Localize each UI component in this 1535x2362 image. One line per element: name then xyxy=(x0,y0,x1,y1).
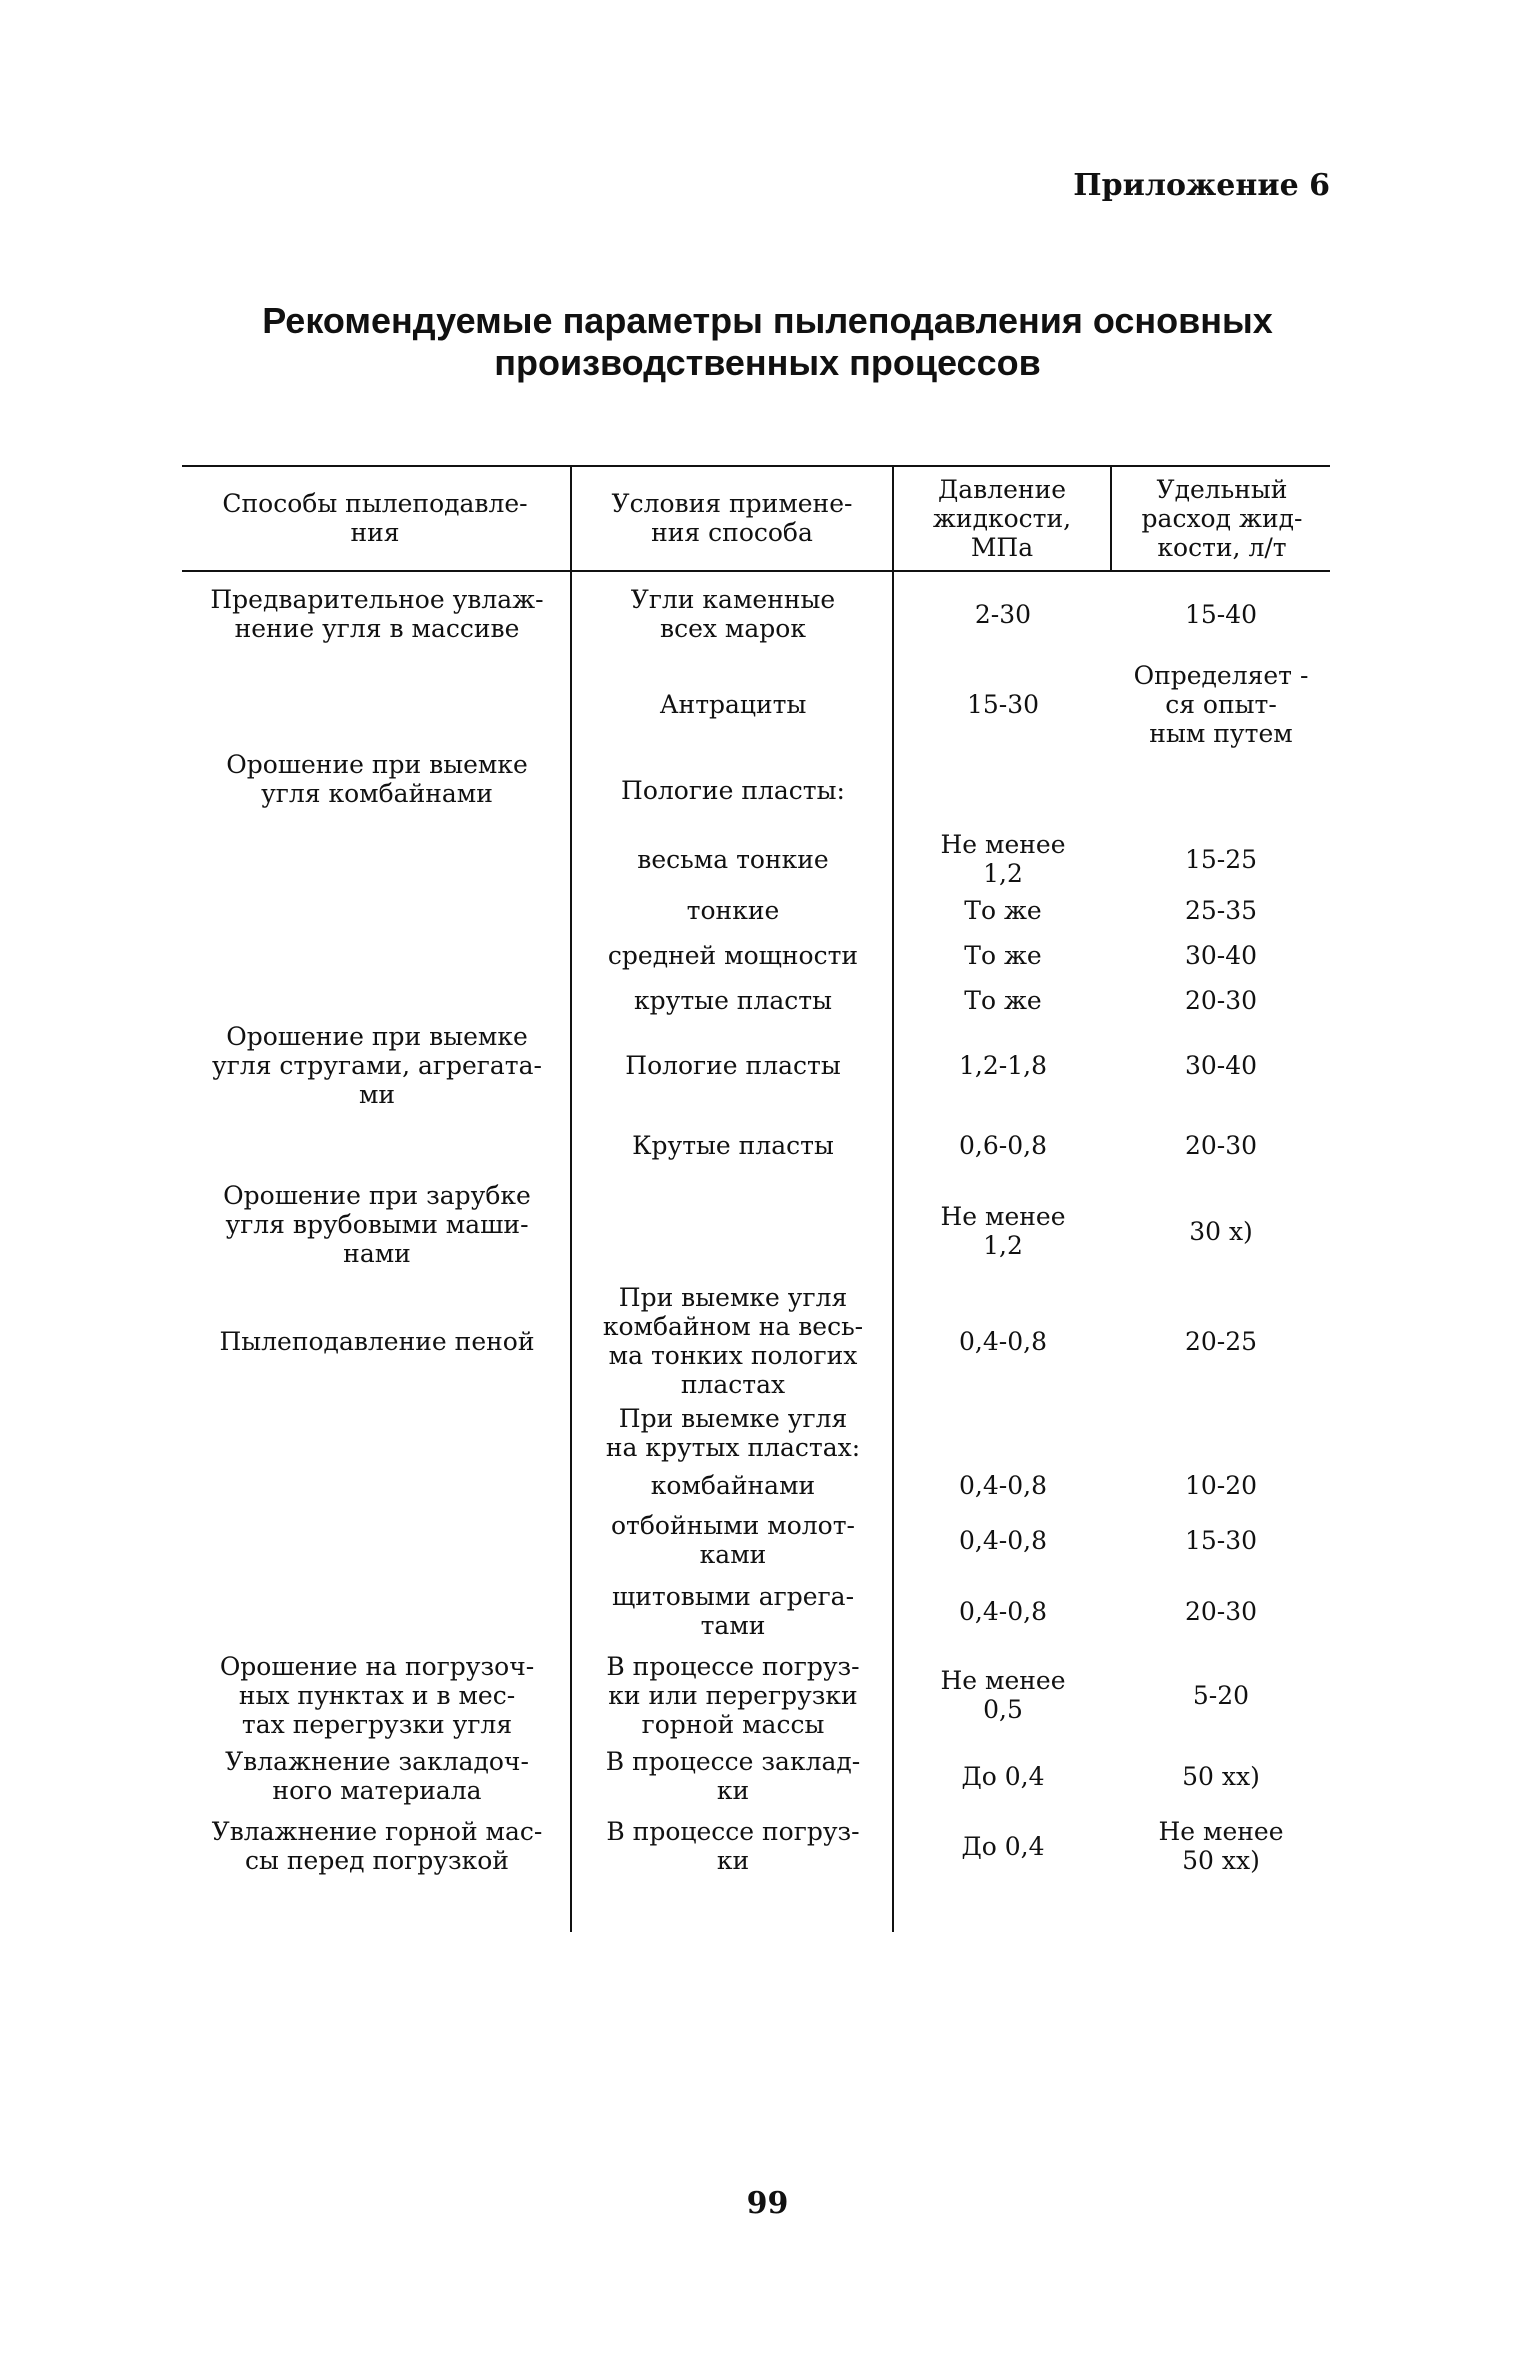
cell-line: Давление xyxy=(937,474,1067,504)
table-row xyxy=(182,1181,1330,1281)
table-row xyxy=(182,932,1330,978)
cell-method xyxy=(182,830,572,888)
cell-condition xyxy=(572,1505,894,1575)
cell-line: Пылеподавление пеной xyxy=(219,1326,535,1356)
cell-line: До 0,4 xyxy=(961,1831,1045,1861)
cell-line: ния способа xyxy=(651,518,813,547)
cell-line: 1,2-1,8 xyxy=(959,1051,1047,1080)
cell-condition xyxy=(572,1181,894,1281)
cell-condition xyxy=(572,1809,894,1883)
cell-method xyxy=(182,658,572,750)
cell-method xyxy=(182,1575,572,1647)
cell-condition xyxy=(572,570,894,658)
cell-line: всех марок xyxy=(660,614,806,643)
cell-line: 15-30 xyxy=(966,689,1040,719)
cell-line: 2-30 xyxy=(974,599,1032,629)
cell-line: То же xyxy=(964,940,1042,970)
title-line-1: Рекомендуемые параметры пылеподавления основных xyxy=(262,300,1273,341)
header-text xyxy=(612,489,853,547)
cell-method xyxy=(182,1022,572,1109)
table-row xyxy=(182,1743,1330,1809)
cell-line: 0,4-0,8 xyxy=(959,1470,1047,1500)
cell-line: Не менее xyxy=(1158,1817,1284,1846)
cell-method xyxy=(182,978,572,1022)
cell-line: Орошение при зарубке xyxy=(223,1181,531,1210)
cell-line: ки xyxy=(716,1846,750,1875)
cell-consumption xyxy=(1112,1181,1330,1281)
cell-line: ных пунктах и в мес- xyxy=(238,1680,516,1710)
cell-line: отбойными молот- xyxy=(611,1511,855,1540)
header-text xyxy=(933,475,1071,562)
cell-consumption xyxy=(1112,1743,1330,1809)
cell-line: нами xyxy=(343,1239,411,1268)
cell-pressure xyxy=(894,932,1112,978)
header-pressure xyxy=(896,468,1108,568)
cell-pressure xyxy=(894,658,1112,750)
cell-line: ся опыт- xyxy=(1165,689,1277,719)
cell-line: пластах xyxy=(680,1370,786,1399)
cell-pressure xyxy=(894,1505,1112,1575)
cell-line: Увлажнение закладоч- xyxy=(225,1747,529,1776)
cell-consumption xyxy=(1112,1401,1330,1465)
cell-line: ния xyxy=(350,518,400,547)
cell-consumption xyxy=(1112,1809,1330,1883)
cell-line: Предварительное увлаж- xyxy=(210,585,544,614)
cell-line: Не менее xyxy=(940,1202,1066,1231)
cell-line: ки или перегрузки xyxy=(608,1680,858,1710)
cell-line: 50 хх) xyxy=(1182,1846,1260,1875)
cell-line: тонкие xyxy=(686,895,780,925)
cell-consumption xyxy=(1112,1575,1330,1647)
cell-line: 30-40 xyxy=(1184,940,1258,970)
table-row xyxy=(182,750,1330,830)
cell-pressure xyxy=(894,1401,1112,1465)
cell-line: 10-20 xyxy=(1184,1470,1258,1500)
cell-method xyxy=(182,1109,572,1181)
cell-consumption xyxy=(1112,570,1330,658)
cell-line: Орошение при выемке xyxy=(226,750,528,779)
cell-pressure xyxy=(894,1181,1112,1281)
cell-method xyxy=(182,932,572,978)
cell-line: В процессе заклад- xyxy=(605,1747,861,1776)
cell-method xyxy=(182,888,572,932)
cell-consumption xyxy=(1112,1109,1330,1181)
cell-pressure xyxy=(894,750,1112,830)
cell-pressure xyxy=(894,1743,1112,1809)
appendix-label: Приложение 6 xyxy=(1073,168,1330,203)
cell-line: 20-30 xyxy=(1184,1596,1258,1626)
cell-condition xyxy=(572,1281,894,1401)
cell-line: Антрациты xyxy=(659,689,807,719)
cell-pressure xyxy=(894,1647,1112,1743)
cell-method xyxy=(182,750,572,830)
table-row xyxy=(182,978,1330,1022)
cell-line: угля комбайнами xyxy=(261,779,493,808)
table-top-rule xyxy=(182,465,1330,467)
cell-consumption xyxy=(1112,830,1330,888)
cell-line: нение угля в массиве xyxy=(234,614,520,643)
cell-line: Определяет - xyxy=(1133,660,1309,690)
cell-condition xyxy=(572,1465,894,1505)
cell-method xyxy=(182,1809,572,1883)
cell-line: При выемке угля xyxy=(618,1404,848,1433)
cell-line: 0,6-0,8 xyxy=(959,1130,1047,1160)
cell-line: 5-20 xyxy=(1192,1680,1250,1710)
cell-line: 0,5 xyxy=(983,1695,1023,1724)
table-row xyxy=(182,570,1330,658)
cell-line: 20-30 xyxy=(1184,1130,1258,1160)
cell-line: То же xyxy=(964,895,1042,925)
cell-line: Удельный xyxy=(1156,474,1288,504)
column-divider-2 xyxy=(892,466,894,1932)
cell-consumption xyxy=(1112,1505,1330,1575)
cell-line: расход жид- xyxy=(1141,503,1303,533)
cell-pressure xyxy=(894,1281,1112,1401)
cell-method xyxy=(182,1281,572,1401)
table-row xyxy=(182,1505,1330,1575)
cell-line: на крутых пластах: xyxy=(605,1433,861,1462)
table-row xyxy=(182,830,1330,888)
cell-line: В процессе погруз- xyxy=(606,1817,860,1846)
cell-line: При выемке угля xyxy=(618,1283,848,1312)
cell-line: кости, л/т xyxy=(1157,532,1287,562)
cell-line: 15-25 xyxy=(1184,844,1258,874)
cell-condition xyxy=(572,888,894,932)
cell-consumption xyxy=(1112,1281,1330,1401)
column-divider-1 xyxy=(570,466,572,1932)
cell-line: угля врубовыми маши- xyxy=(225,1210,529,1239)
cell-line: 50 хх) xyxy=(1182,1761,1260,1791)
cell-line: 0,4-0,8 xyxy=(959,1525,1047,1555)
header-conditions xyxy=(574,468,890,568)
cell-line: То же xyxy=(964,985,1042,1015)
cell-condition xyxy=(572,932,894,978)
cell-line: МПа xyxy=(970,532,1034,562)
cell-method xyxy=(182,1743,572,1809)
cell-pressure xyxy=(894,1575,1112,1647)
cell-condition xyxy=(572,1575,894,1647)
cell-line: Пологие пласты xyxy=(625,1051,841,1080)
cell-line: 0,4-0,8 xyxy=(959,1326,1047,1356)
cell-pressure xyxy=(894,830,1112,888)
cell-line: ки xyxy=(716,1776,750,1805)
cell-consumption xyxy=(1112,1465,1330,1505)
table-row xyxy=(182,1109,1330,1181)
cell-line: сы перед погрузкой xyxy=(245,1846,509,1875)
table-row xyxy=(182,1575,1330,1647)
cell-line: тах перегрузки угля xyxy=(241,1709,513,1739)
cell-line: Орошение при выемке xyxy=(226,1022,528,1051)
cell-method xyxy=(182,1505,572,1575)
cell-line: В процессе погруз- xyxy=(606,1651,860,1681)
cell-line: Угли каменные xyxy=(630,585,836,614)
cell-line: Не менее xyxy=(940,830,1066,859)
cell-pressure xyxy=(894,1022,1112,1109)
cell-line: Орошение на погрузоч- xyxy=(219,1651,535,1681)
table-row xyxy=(182,1465,1330,1505)
cell-consumption xyxy=(1112,1022,1330,1109)
cell-line: 1,2 xyxy=(983,859,1023,888)
table-row xyxy=(182,888,1330,932)
cell-condition xyxy=(572,750,894,830)
cell-condition xyxy=(572,1401,894,1465)
cell-line: 20-25 xyxy=(1184,1326,1258,1356)
cell-condition xyxy=(572,1109,894,1181)
cell-line: весьма тонкие xyxy=(637,844,829,874)
cell-method xyxy=(182,1401,572,1465)
cell-line: ма тонких пологих xyxy=(608,1341,858,1370)
cell-line: 25-35 xyxy=(1184,895,1258,925)
cell-condition xyxy=(572,1743,894,1809)
cell-line: 1,2 xyxy=(983,1231,1023,1260)
cell-pressure xyxy=(894,1809,1112,1883)
cell-consumption xyxy=(1112,978,1330,1022)
cell-consumption xyxy=(1112,888,1330,932)
cell-condition xyxy=(572,658,894,750)
cell-method xyxy=(182,1647,572,1743)
cell-line: ного материала xyxy=(272,1776,482,1805)
cell-line: 20-30 xyxy=(1184,985,1258,1015)
cell-consumption xyxy=(1112,658,1330,750)
cell-line: 30 х) xyxy=(1189,1216,1253,1246)
cell-line: Способы пылеподавле- xyxy=(222,489,528,518)
cell-condition xyxy=(572,1647,894,1743)
cell-line: горной массы xyxy=(641,1709,825,1739)
table-row xyxy=(182,1647,1330,1743)
cell-condition xyxy=(572,978,894,1022)
cell-method xyxy=(182,1181,572,1281)
cell-line: Не менее xyxy=(940,1666,1066,1695)
header-text xyxy=(222,489,527,547)
table-row xyxy=(182,1809,1330,1883)
cell-pressure xyxy=(894,978,1112,1022)
cell-line: ным путем xyxy=(1149,718,1293,748)
column-divider-3 xyxy=(1110,466,1112,570)
cell-line: тами xyxy=(700,1611,766,1640)
cell-pressure xyxy=(894,1109,1112,1181)
cell-line: 15-30 xyxy=(1184,1525,1258,1555)
document-title xyxy=(150,300,1385,384)
cell-line: Пологие пласты: xyxy=(621,775,845,805)
cell-line: 15-40 xyxy=(1184,599,1258,629)
cell-pressure xyxy=(894,888,1112,932)
page-number: 99 xyxy=(746,2186,789,2221)
cell-line: крутые пласты xyxy=(634,985,832,1015)
cell-line: Крутые пласты xyxy=(632,1130,834,1160)
cell-line: щитовыми агрега- xyxy=(611,1582,855,1611)
cell-method xyxy=(182,1465,572,1505)
cell-line: жидкости, xyxy=(932,503,1072,533)
table-row xyxy=(182,1281,1330,1401)
cell-line: угля стругами, агрегата- xyxy=(212,1051,542,1080)
cell-consumption xyxy=(1112,750,1330,830)
table-row xyxy=(182,1401,1330,1465)
title-line-2: производственных процессов xyxy=(494,342,1041,383)
cell-line: средней мощности xyxy=(607,940,859,970)
table-row xyxy=(182,1022,1330,1109)
cell-line: комбайнами xyxy=(650,1470,816,1500)
cell-line: До 0,4 xyxy=(961,1761,1045,1791)
cell-line: Условия примене- xyxy=(611,489,853,518)
header-consumption xyxy=(1114,468,1330,568)
parameters-table xyxy=(182,570,1330,1883)
cell-pressure xyxy=(894,1465,1112,1505)
cell-line: комбайном на весь- xyxy=(602,1312,864,1341)
cell-condition xyxy=(572,1022,894,1109)
header-text xyxy=(1142,475,1303,562)
cell-consumption xyxy=(1112,932,1330,978)
cell-line: Увлажнение горной мас- xyxy=(211,1817,543,1846)
table-row xyxy=(182,658,1330,750)
cell-line: ками xyxy=(699,1540,767,1569)
cell-pressure xyxy=(894,570,1112,658)
cell-line: 30-40 xyxy=(1184,1051,1258,1080)
cell-line: 0,4-0,8 xyxy=(959,1596,1047,1626)
cell-condition xyxy=(572,830,894,888)
cell-consumption xyxy=(1112,1647,1330,1743)
cell-line: ми xyxy=(358,1080,396,1109)
header-methods xyxy=(182,468,568,568)
cell-method xyxy=(182,570,572,658)
